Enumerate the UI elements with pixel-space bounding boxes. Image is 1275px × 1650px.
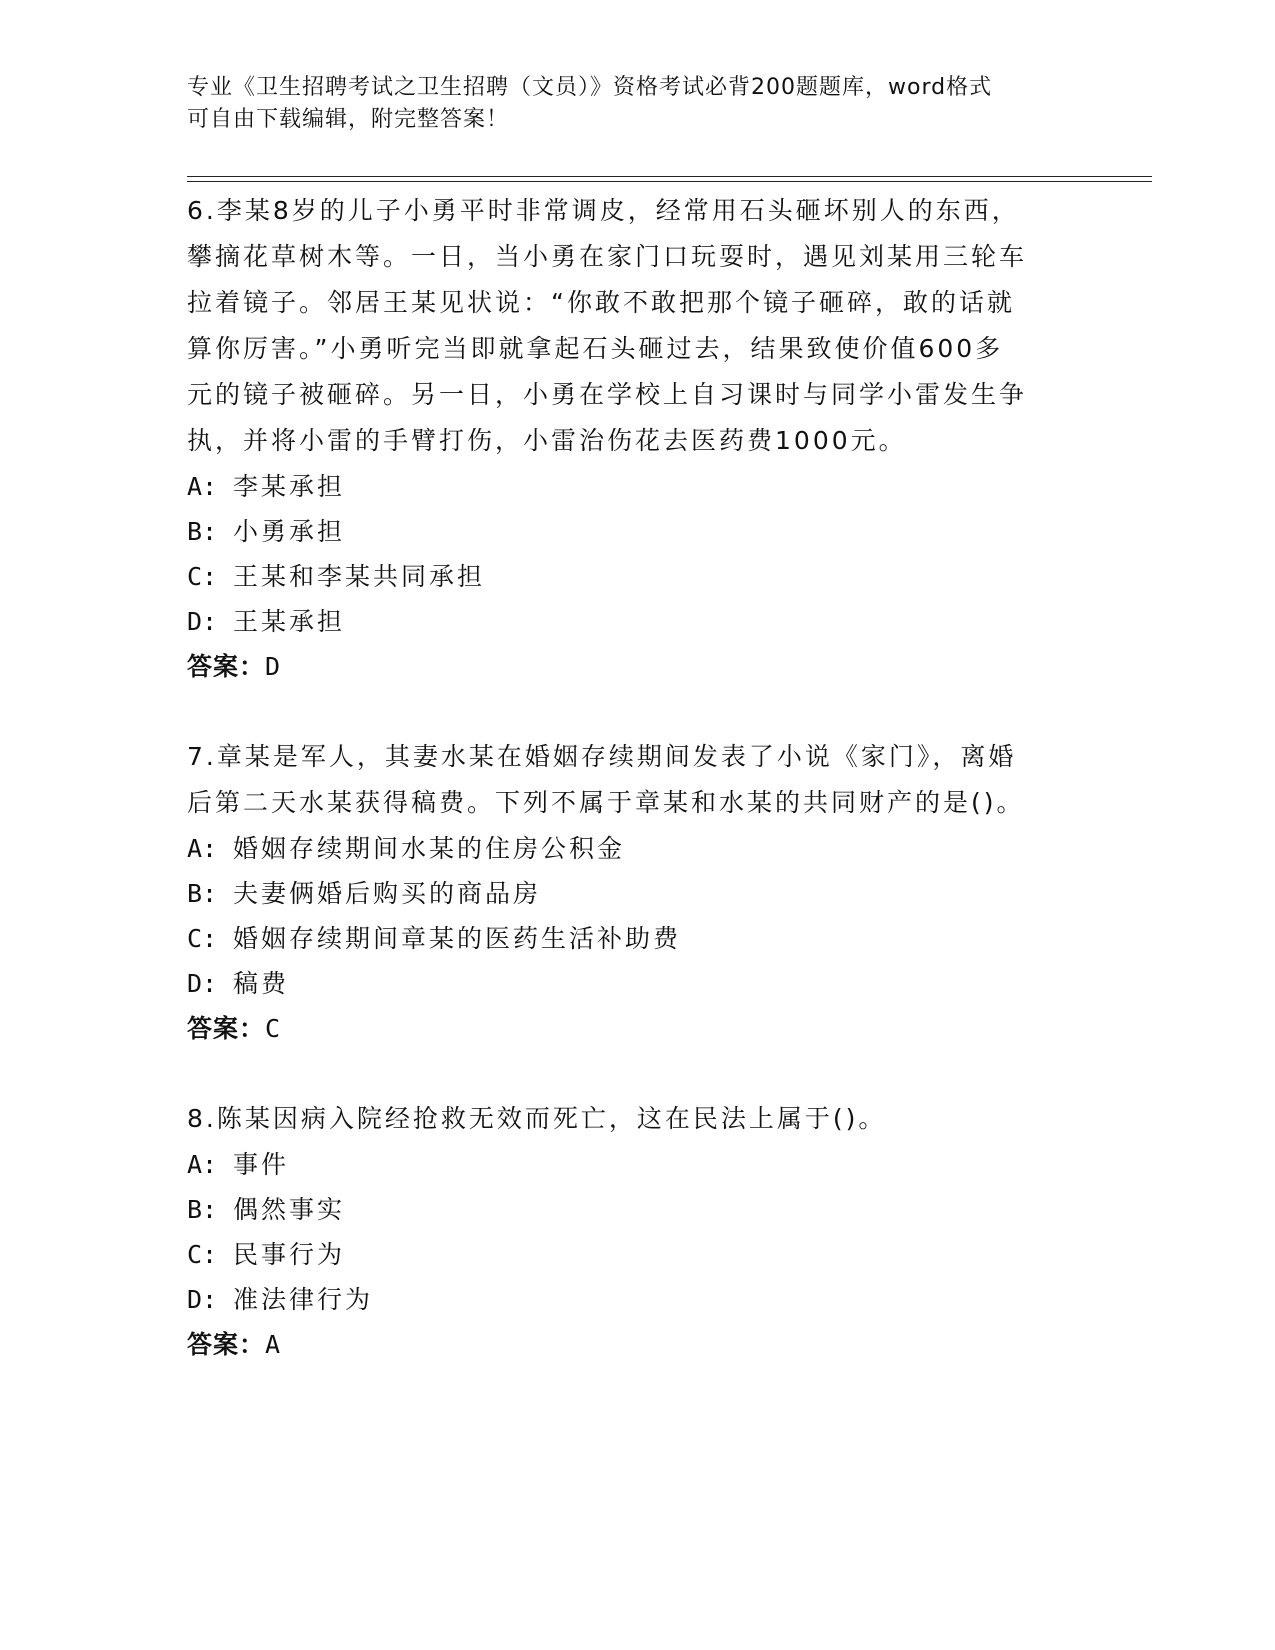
question-7 [187,734,1067,1052]
option-a [187,1142,1067,1187]
option-letter: D: [187,969,218,998]
question-text-line: 执，并将小雷的手臂打伤，小雷治伤花去医药费1000元。 [187,426,907,455]
header-line-1: 专业《卫生招聘考试之卫生招聘（文员）》资格考试必背200题题库，word格式 [187,75,993,100]
option-text: 王某和李某共同承担 [233,562,486,591]
answer-label: 答案： [187,1014,266,1043]
option-c [187,1232,1067,1277]
option-b [187,871,1067,916]
header-divider-top [187,176,1152,177]
option-letter: A: [187,472,218,501]
option-d [187,1277,1067,1322]
option-text: 民事行为 [233,1240,346,1269]
question-text-line: 元的镜子被砸碎。另一日，小勇在学校上自习课时与同学小雷发生争 [187,380,1028,409]
document-header [187,72,1067,136]
option-letter: C: [187,924,218,953]
header-divider-bottom [187,181,1152,182]
question-text-line: 6.李某8岁的儿子小勇平时非常调皮，经常用石头砸坏别人的东西， [187,196,1020,225]
answer-line [187,644,1067,690]
option-text: 王某承担 [233,607,346,636]
option-text: 夫妻俩婚后购买的商品房 [233,879,542,908]
answer-label: 答案： [187,652,266,681]
option-letter: D: [187,607,218,636]
answer-line [187,1006,1067,1052]
answer-label: 答案： [187,1330,266,1359]
option-letter: D: [187,1285,218,1314]
option-text: 婚姻存续期间章某的医药生活补助费 [233,924,682,953]
option-text: 小勇承担 [233,517,346,546]
option-text: 婚姻存续期间水某的住房公积金 [233,834,626,863]
option-b [187,1187,1067,1232]
question-6 [187,188,1067,690]
option-d [187,599,1067,644]
option-letter: C: [187,1240,218,1269]
question-list [187,188,1067,1412]
question-text-line: 拉着镜子。邻居王某见状说：“你敢不敢把那个镜子砸碎，敢的话就 [187,288,1015,317]
option-c [187,554,1067,599]
option-a [187,464,1067,509]
option-letter: B: [187,1195,218,1224]
answer-value: C [265,1014,282,1043]
option-a [187,826,1067,871]
option-letter: B: [187,879,218,908]
option-text: 李某承担 [233,472,346,501]
answer-value: A [265,1330,282,1359]
answer-value: D [265,652,282,681]
answer-line [187,1322,1067,1368]
option-c [187,916,1067,961]
option-text: 准法律行为 [233,1285,374,1314]
option-letter: C: [187,562,218,591]
question-text-line: 算你厉害。”小勇听完当即就拿起石头砸过去，结果致使价值600多 [187,334,1004,363]
question-8 [187,1096,1067,1368]
option-b [187,509,1067,554]
question-text-line: 7.章某是军人，其妻水某在婚姻存续期间发表了小说《家门》，离婚 [187,742,1017,771]
header-line-2: 可自由下载编辑，附完整答案！ [187,107,510,132]
option-letter: B: [187,517,218,546]
option-text: 事件 [233,1150,290,1179]
option-text: 偶然事实 [233,1195,346,1224]
question-text-line: 8.陈某因病入院经抢救无效而死亡，这在民法上属于()。 [187,1104,887,1133]
question-text-line: 后第二天水某获得稿费。下列不属于章某和水某的共同财产的是()。 [187,788,1025,817]
option-letter: A: [187,834,218,863]
question-text-line: 攀摘花草树木等。一日，当小勇在家门口玩耍时，遇见刘某用三轮车 [187,242,1028,271]
option-letter: A: [187,1150,218,1179]
option-text: 稿费 [233,969,290,998]
option-d [187,961,1067,1006]
